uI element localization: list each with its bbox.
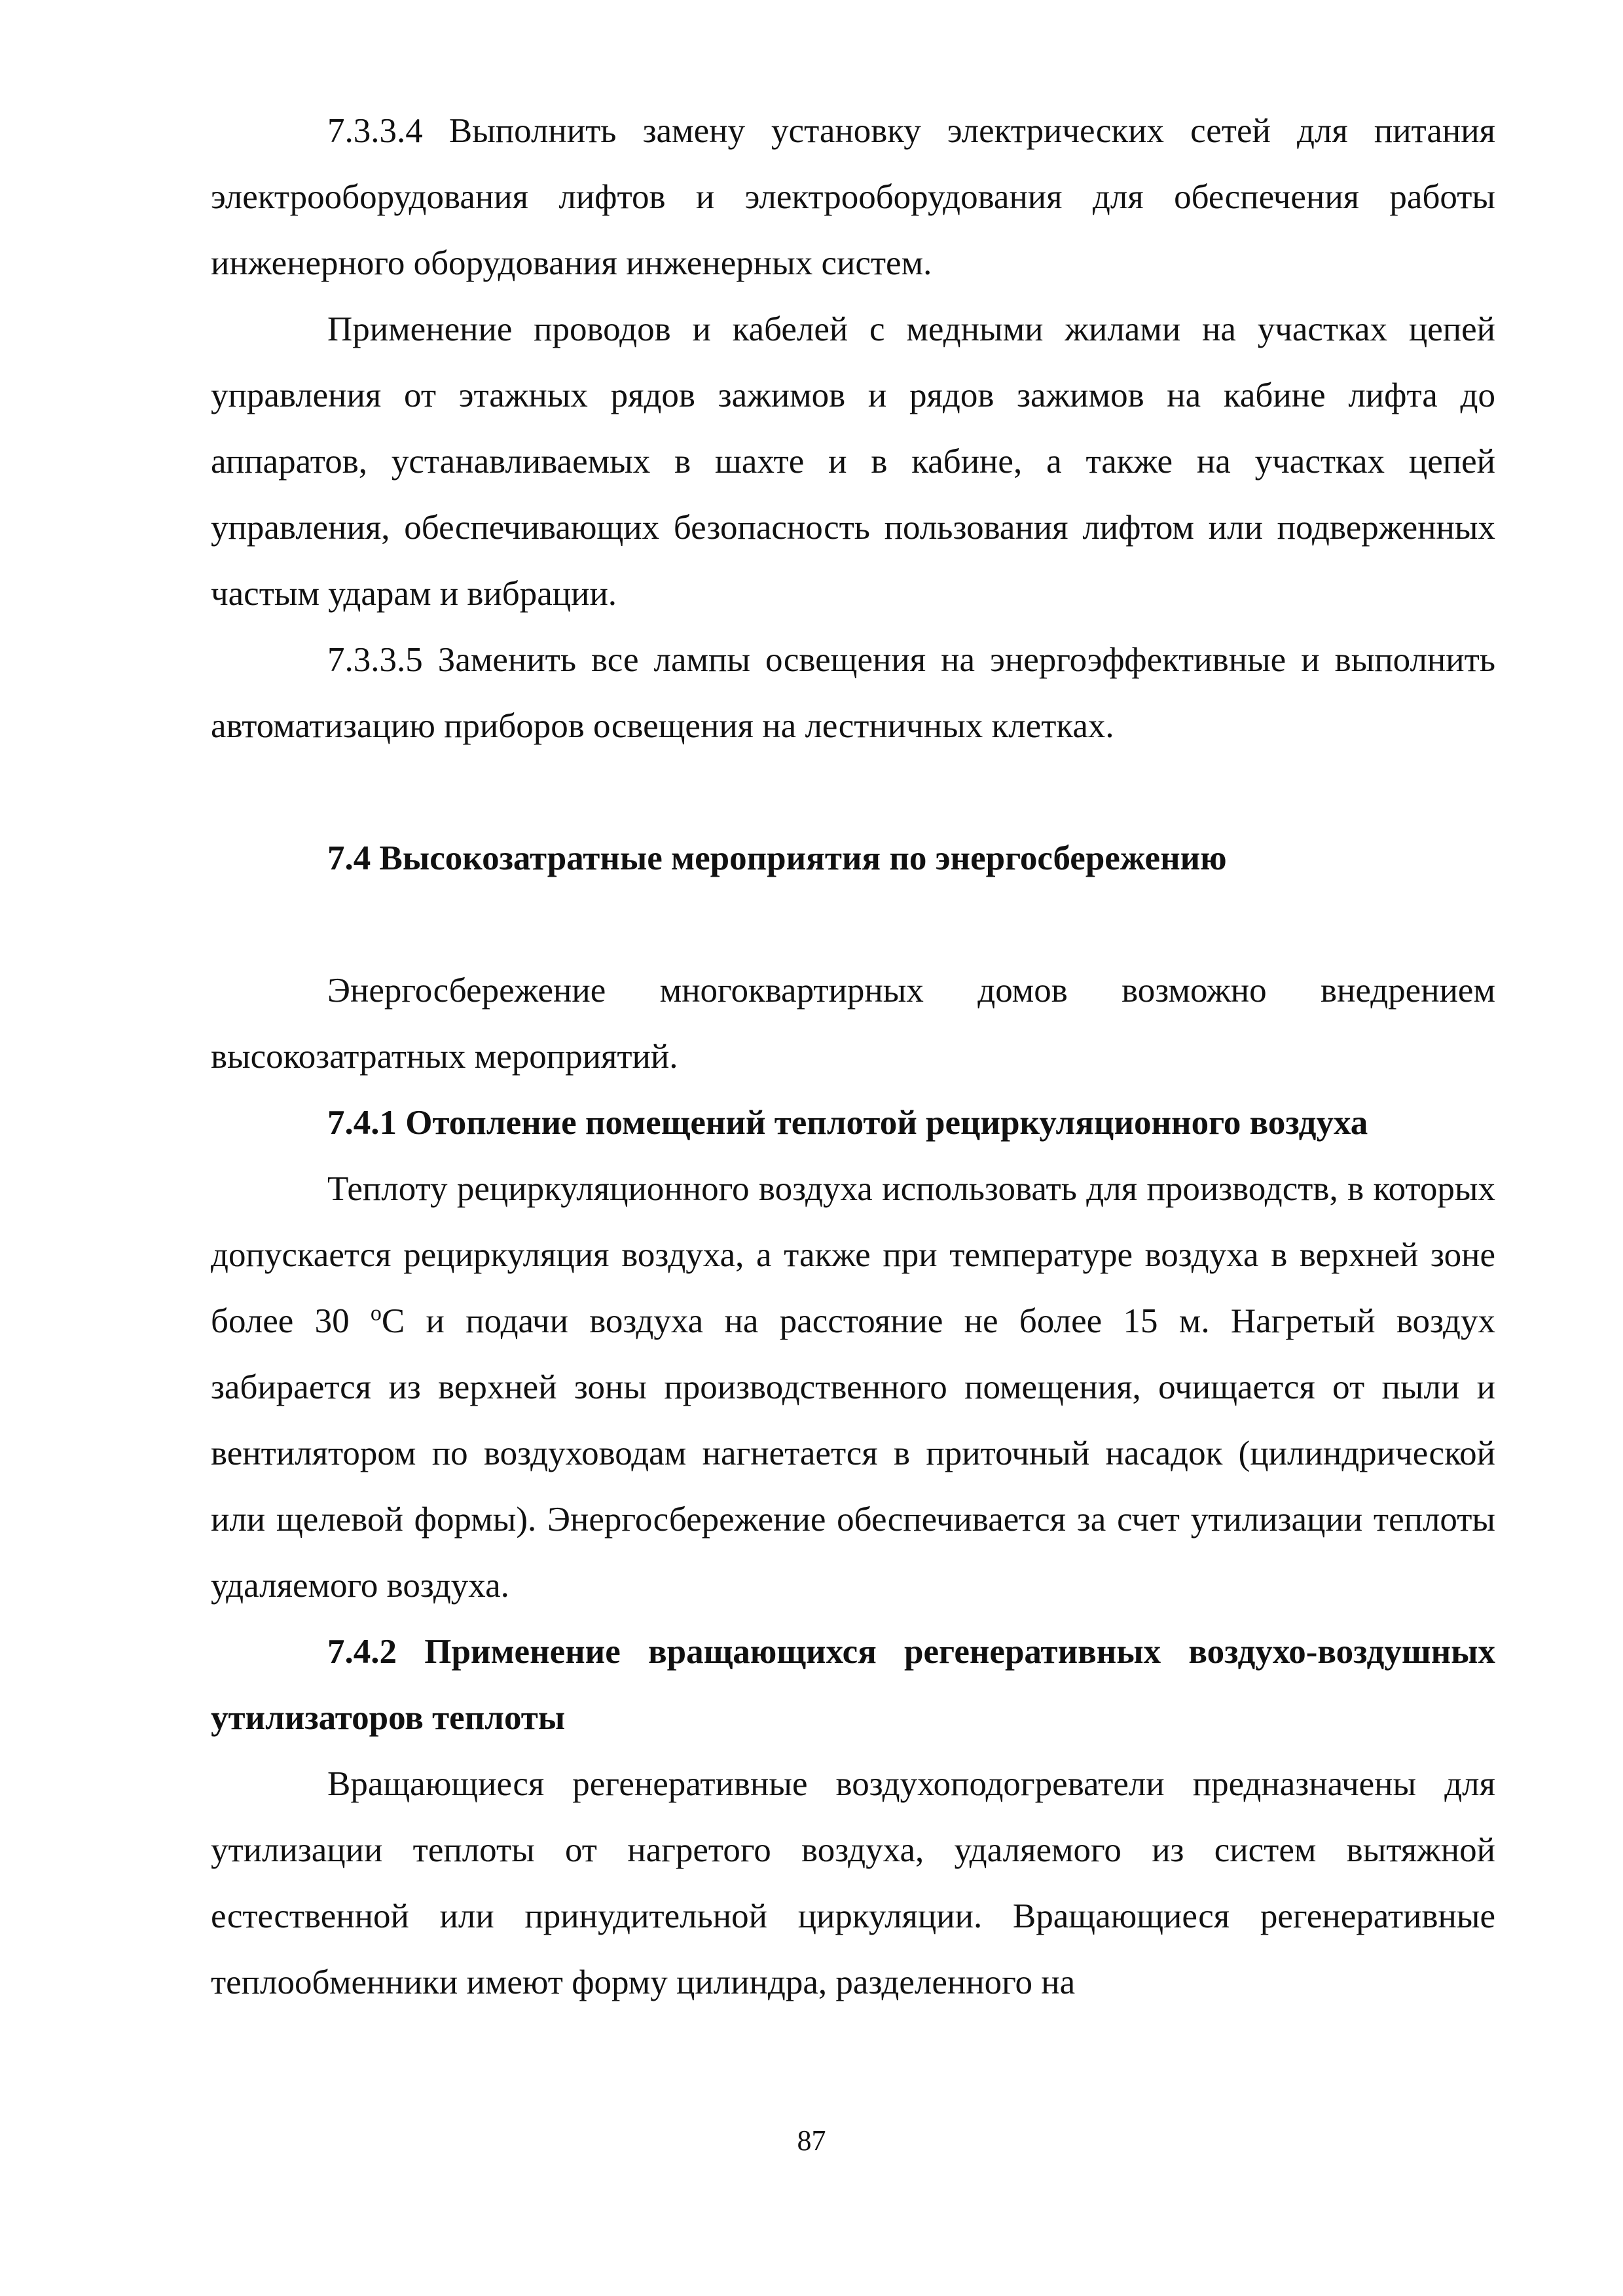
spacer [211, 892, 1495, 958]
paragraph-heat-recirculation-part-2: С и подачи воздуха на расстояние не более 15 м. Нагретый воздух забирается из верхней зоны производственного помещения, очищается от пыли и вентилятором по воздуховодам нагнетается в приточный насадок (цилиндрической или щелевой формы). Энергосбережение обеспечивается за счет утилизации теплоты удаляемого воздуха. [211, 1302, 1495, 1605]
degree-superscript: o [370, 1301, 382, 1326]
subsection-heading-7-4-2: 7.4.2 Применение вращающихся регенеративных воздухо-воздушных утилизаторов теплоты [211, 1633, 1495, 1737]
paragraph-wires-cables: Применение проводов и кабелей с медными жилами на участках цепей управления от этажных рядов зажимов и рядов зажимов на кабине лифта до аппаратов, устанавливаемых в шахте и в кабине, а также на участках цепей управления, обеспечивающих безопасность пользования лифтом или подверженных частым ударам и вибрации. [211, 310, 1495, 613]
subsection-heading-7-4-1: 7.4.1 Отопление помещений теплотой рециркуляционного воздуха [327, 1104, 1368, 1142]
paragraph-heat-recirculation-part-1: Теплоту рециркуляционного воздуха использовать для производств, в которых допускается рециркуляция воздуха, а также при температуре воздуха в верхней зоне более 30 [211, 1170, 1495, 1340]
paragraph-rotating-heat-exchangers: Вращающиеся регенеративные воздухоподогреватели предназначены для утилизации теплоты от нагретого воздуха, удаляемого из систем вытяжной естественной или принудительной циркуляции. Вращающиеся регенеративные теплообменники имеют форму цилиндра, разделенного на [211, 1765, 1495, 2001]
page-number: 87 [797, 2124, 826, 2157]
page-body [211, 98, 1495, 2016]
paragraph-energy-saving: Энергосбережение многоквартирных домов возможно внедрением высокозатратных мероприятий. [211, 972, 1495, 1076]
spacer [211, 759, 1495, 826]
section-heading-7-4: 7.4 Высокозатратные мероприятия по энергосбережению [327, 839, 1227, 877]
paragraph-7-3-3-5: 7.3.3.5 Заменить все лампы освещения на энергоэффективные и выполнить автоматизацию приборов освещения на лестничных клетках. [211, 641, 1495, 745]
paragraph-heat-recirculation [211, 1156, 1495, 1619]
paragraph-7-3-3-4: 7.3.3.4 Выполнить замену установку электрических сетей для питания электрооборудования лифтов и электрооборудования для обеспечения работы инженерного оборудования инженерных систем. [211, 112, 1495, 282]
